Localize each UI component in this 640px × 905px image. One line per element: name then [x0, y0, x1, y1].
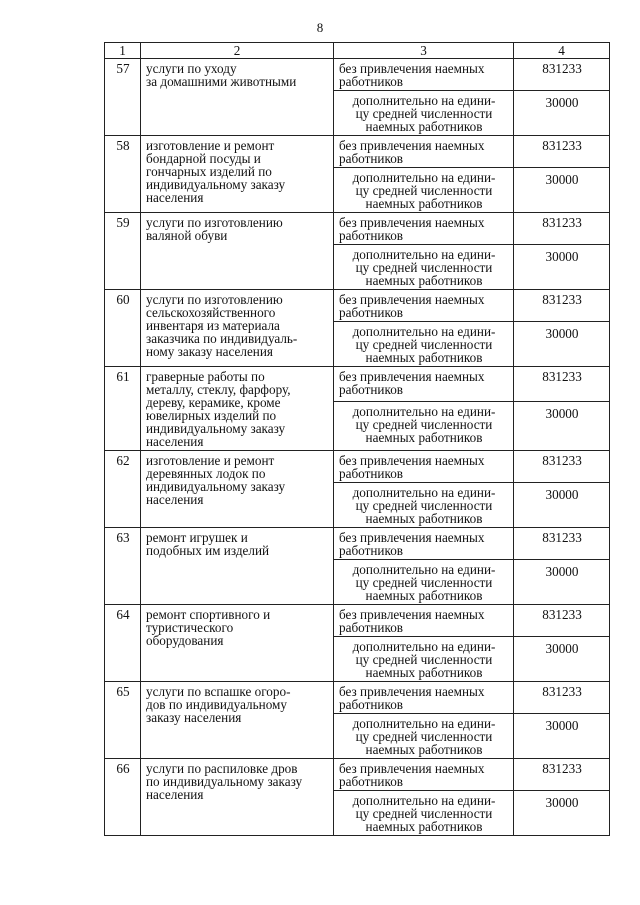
table-row: [105, 59, 610, 91]
condition-line: цу средней численности: [355, 260, 493, 275]
service-name-line: услуги по изготовлению: [146, 292, 283, 307]
services-table: [104, 42, 610, 836]
condition-line: дополнительно на едини-: [352, 403, 496, 419]
condition-line: наемных работников: [365, 196, 483, 211]
condition-line: наемных работников: [365, 273, 483, 288]
service-name-line: подобных им изделий: [146, 543, 270, 558]
page-number: 8: [316, 20, 324, 35]
service-name-line: оборудования: [146, 633, 224, 648]
condition-line: цу средней численности: [355, 416, 493, 432]
condition-line: работников: [339, 382, 404, 397]
condition-line: дополнительно на едини-: [352, 485, 496, 500]
condition-line: цу средней численности: [355, 575, 493, 590]
condition-line: без привлечения наемных: [339, 684, 485, 699]
amount-per-employee: 30000: [514, 560, 610, 605]
condition-line: цу средней численности: [355, 498, 493, 513]
condition-line: наемных работников: [365, 511, 483, 526]
amount-base: 831233: [514, 367, 610, 402]
condition-line: без привлечения наемных: [339, 369, 485, 384]
header-row: [105, 43, 610, 59]
condition-line: цу средней численности: [355, 652, 493, 667]
amount-per-employee: 30000: [514, 401, 610, 450]
condition-no-employees: [334, 367, 514, 402]
condition-line: дополнительно на едини-: [352, 793, 496, 808]
amount-per-employee: 30000: [514, 322, 610, 367]
amount-base: 831233: [514, 59, 610, 91]
condition-line: работников: [339, 774, 404, 789]
service-name-line: услуги по распиловке дров: [146, 761, 298, 776]
amount-per-employee: 30000: [514, 245, 610, 290]
service-name-line: дов по индивидуальному: [146, 697, 287, 712]
condition-no-employees: [334, 451, 514, 483]
table-row: [105, 682, 610, 714]
amount-base: 831233: [514, 136, 610, 168]
service-name-line: населения: [146, 787, 204, 802]
service-name-line: заказчика по индивидуаль-: [146, 331, 298, 346]
row-number: 60: [105, 290, 141, 367]
condition-line: дополнительно на едини-: [352, 93, 496, 108]
condition-per-employee: [334, 483, 514, 528]
condition-per-employee: [334, 168, 514, 213]
amount-per-employee: 30000: [514, 637, 610, 682]
amount-base: 831233: [514, 451, 610, 483]
condition-line: без привлечения наемных: [339, 138, 485, 153]
service-name: [141, 605, 334, 682]
condition-line: без привлечения наемных: [339, 530, 485, 545]
service-name-line: дереву, керамике, кроме: [146, 395, 281, 410]
amount-per-employee: 30000: [514, 168, 610, 213]
condition-line: работников: [339, 466, 404, 481]
condition-no-employees: [334, 59, 514, 91]
condition-line: дополнительно на едини-: [352, 170, 496, 185]
condition-line: работников: [339, 697, 404, 712]
service-name-line: граверные работы по: [146, 369, 265, 384]
condition-per-employee: [334, 91, 514, 136]
service-name-line: валяной обуви: [146, 228, 228, 243]
condition-line: наемных работников: [365, 429, 483, 445]
condition-line: работников: [339, 620, 404, 635]
row-number: 61: [105, 367, 141, 451]
condition-per-employee: [334, 637, 514, 682]
condition-line: наемных работников: [365, 742, 483, 757]
condition-line: работников: [339, 543, 404, 558]
service-name-line: услуги по вспашке огоро-: [146, 684, 291, 699]
condition-line: работников: [339, 228, 404, 243]
condition-line: работников: [339, 151, 404, 166]
table-row: [105, 290, 610, 322]
condition-line: дополнительно на едини-: [352, 639, 496, 654]
service-name-line: сельскохозяйственного: [146, 305, 276, 320]
condition-line: работников: [339, 305, 404, 320]
condition-line: дополнительно на едини-: [352, 247, 496, 262]
header-col-1: 1: [105, 43, 141, 59]
service-name-line: населения: [146, 492, 204, 507]
header-col-2: 2: [141, 43, 334, 59]
table-header: [105, 43, 610, 59]
amount-per-employee: 30000: [514, 791, 610, 836]
condition-line: дополнительно на едини-: [352, 716, 496, 731]
condition-line: без привлечения наемных: [339, 761, 485, 776]
condition-no-employees: [334, 136, 514, 168]
condition-line: наемных работников: [365, 588, 483, 603]
service-name-line: ному заказу населения: [146, 344, 273, 359]
service-name-line: индивидуальному заказу: [146, 177, 286, 192]
header-col-4: 4: [514, 43, 610, 59]
service-name: [141, 367, 334, 451]
amount-per-employee: 30000: [514, 91, 610, 136]
service-name: [141, 213, 334, 290]
service-name: [141, 451, 334, 528]
table-row: [105, 367, 610, 402]
row-number: 63: [105, 528, 141, 605]
condition-line: без привлечения наемных: [339, 61, 485, 76]
row-number: 65: [105, 682, 141, 759]
service-name-line: деревянных лодок по: [146, 466, 266, 481]
service-name-line: индивидуальному заказу: [146, 421, 286, 436]
row-number: 66: [105, 759, 141, 836]
service-name-line: ремонт спортивного и: [146, 607, 271, 622]
table-row: [105, 213, 610, 245]
amount-base: 831233: [514, 682, 610, 714]
table-row: [105, 451, 610, 483]
service-name-line: ремонт игрушек и: [146, 530, 248, 545]
condition-line: цу средней численности: [355, 106, 493, 121]
condition-no-employees: [334, 682, 514, 714]
service-name-line: услуги по изготовлению: [146, 215, 283, 230]
amount-base: 831233: [514, 605, 610, 637]
service-name: [141, 682, 334, 759]
row-number: 59: [105, 213, 141, 290]
amount-base: 831233: [514, 213, 610, 245]
condition-line: наемных работников: [365, 350, 483, 365]
service-name-line: ювелирных изделий по: [146, 408, 277, 423]
service-name-line: заказу населения: [146, 710, 242, 725]
service-name-line: изготовление и ремонт: [146, 453, 275, 468]
amount-base: 831233: [514, 528, 610, 560]
row-number: 58: [105, 136, 141, 213]
service-name-line: гончарных изделий по: [146, 164, 272, 179]
condition-line: дополнительно на едини-: [352, 324, 496, 339]
service-name: [141, 759, 334, 836]
condition-line: без привлечения наемных: [339, 292, 485, 307]
service-name-line: населения: [146, 190, 204, 205]
service-name-line: индивидуальному заказу: [146, 479, 286, 494]
condition-line: цу средней численности: [355, 337, 493, 352]
condition-per-employee: [334, 245, 514, 290]
condition-line: наемных работников: [365, 119, 483, 134]
amount-per-employee: 30000: [514, 714, 610, 759]
condition-no-employees: [334, 290, 514, 322]
service-name: [141, 59, 334, 136]
service-name-line: инвентаря из материала: [146, 318, 280, 333]
header-col-3: 3: [334, 43, 514, 59]
condition-line: цу средней численности: [355, 806, 493, 821]
condition-line: цу средней численности: [355, 729, 493, 744]
service-name-line: по индивидуальному заказу: [146, 774, 303, 789]
condition-line: наемных работников: [365, 665, 483, 680]
condition-per-employee: [334, 560, 514, 605]
condition-per-employee: [334, 401, 514, 450]
condition-line: без привлечения наемных: [339, 215, 485, 230]
table-row: [105, 528, 610, 560]
condition-no-employees: [334, 528, 514, 560]
service-name-line: металлу, стеклу, фарфору,: [146, 382, 291, 397]
service-name-line: бондарной посуды и: [146, 151, 261, 166]
table-body: [105, 59, 610, 836]
condition-no-employees: [334, 213, 514, 245]
service-name-line: населения: [146, 434, 204, 449]
condition-line: без привлечения наемных: [339, 453, 485, 468]
amount-base: 831233: [514, 290, 610, 322]
condition-per-employee: [334, 322, 514, 367]
condition-line: наемных работников: [365, 819, 483, 834]
service-name: [141, 290, 334, 367]
condition-line: без привлечения наемных: [339, 607, 485, 622]
condition-no-employees: [334, 605, 514, 637]
service-name-line: услуги по уходу: [146, 61, 237, 76]
service-name-line: изготовление и ремонт: [146, 138, 275, 153]
service-name: [141, 136, 334, 213]
condition-no-employees: [334, 759, 514, 791]
condition-per-employee: [334, 714, 514, 759]
row-number: 62: [105, 451, 141, 528]
condition-line: дополнительно на едини-: [352, 562, 496, 577]
table-row: [105, 136, 610, 168]
table-row: [105, 759, 610, 791]
table-row: [105, 605, 610, 637]
row-number: 57: [105, 59, 141, 136]
service-name: [141, 528, 334, 605]
amount-per-employee: 30000: [514, 483, 610, 528]
amount-base: 831233: [514, 759, 610, 791]
service-name-line: за домашними животными: [146, 74, 297, 89]
row-number: 64: [105, 605, 141, 682]
condition-line: работников: [339, 74, 404, 89]
service-name-line: туристического: [146, 620, 234, 635]
condition-line: цу средней численности: [355, 183, 493, 198]
condition-per-employee: [334, 791, 514, 836]
